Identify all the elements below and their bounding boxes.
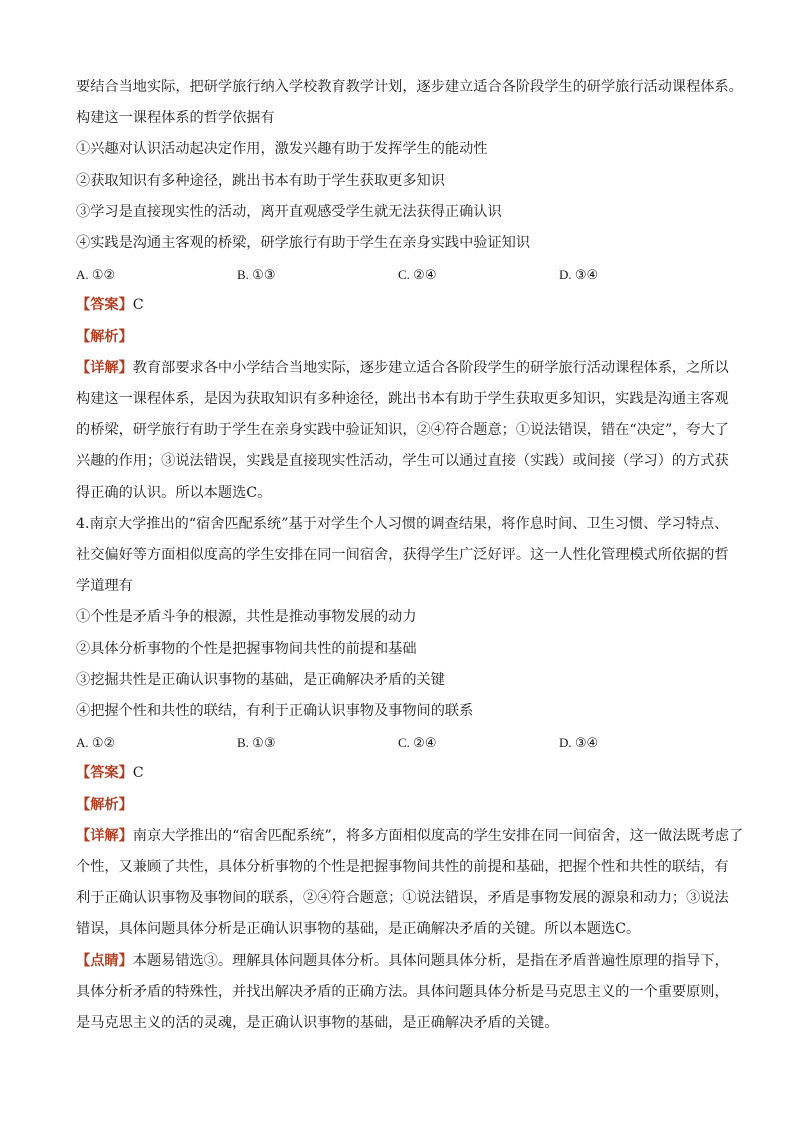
q3-detail-text-1: 教育部要求各中小学结合当地实际，逐步建立适合各阶段学生的研学旅行活动课程体系，之所以 [132,359,729,376]
q4-item-1: ①个性是矛盾斗争的根源，共性是推动事物发展的动力 [76,609,417,626]
q3-detail-line-4: 兴趣的作用；③说法错误，实践是直接现实性活动，学生可以通过直接（实践）或间接（学习）的方式获 [76,453,729,470]
q4-options [76,727,726,758]
q4-tip-line-1 [76,946,729,977]
q4-answer-value: C [132,765,144,782]
q4-detail-line-4: 错误，具体问题具体分析是正确认识事物的基础，是正确解决矛盾的关键。所以本题选C。 [76,921,641,938]
q4-analysis-tag: 【解析】 [76,796,133,813]
q3-item-2: ②获取知识有多种途径，跳出书本有助于学生获取更多知识 [76,172,445,189]
q4-detail-line-3: 利于正确认识事物及事物间的联系，②④符合题意；①说法错误，矛盾是事物发展的源泉和动力；③说法 [76,890,729,907]
q3-stem-line-1: 要结合当地实际，把研学旅行纳入学校教育教学计划，逐步建立适合各阶段学生的研学旅行活动课程体系。 [76,79,743,95]
q3-option-c: C. ②④ [398,267,437,283]
q3-option-a: A. ①② [76,267,116,283]
q4-tip-line-2: 具体分析矛盾的特殊性，并找出解决矛盾的正确方法。具体问题具体分析是马克思主义的一个重要原则， [76,983,729,1000]
q3-detail-line-3: 的桥梁，研学旅行有助于学生在亲身实践中验证知识，②④符合题意；①说法错误，错在“决定”，夸大了 [76,422,729,439]
q4-option-b: B. ①③ [237,735,276,751]
q3-detail-line-2: 构建这一课程体系，是因为获取知识有多种途径，跳出书本有助于学生获取更多知识，实践是沟通主客观 [76,391,729,408]
q4-item-4: ④把握个性和共性的联结，有利于正确认识事物及事物间的联系 [76,703,474,720]
q4-detail-tag: 【详解】 [76,827,133,844]
q4-option-d: D. ③④ [559,735,599,751]
q4-stem-line-1: 4.南京大学推出的“宿舍匹配系统”基于对学生个人习惯的调查结果，将作息时间、卫生习惯、学习特点、 [76,515,729,532]
q4-detail-line-2: 个性，又兼顾了共性，具体分析事物的个性是把握事物间共性的前提和基础，把握个性和共性的联结，有 [76,859,729,876]
q4-item-2: ②具体分析事物的个性是把握事物间共性的前提和基础 [76,640,417,657]
q4-item-3: ③挖掘共性是正确认识事物的基础，是正确解决矛盾的关键 [76,671,445,688]
q3-detail-line-1 [76,353,729,384]
q3-analysis [76,322,726,353]
q3-item-1: ①兴趣对认识活动起决定作用，激发兴趣有助于发挥学生的能动性 [76,141,488,158]
q4-tip-tag: 【点睛】 [76,952,133,969]
q3-detail-line-5: 得正确的认识。所以本题选C。 [76,484,272,501]
document-page [76,72,744,1039]
q4-option-c: C. ②④ [398,735,437,751]
q3-answer-tag: 【答案】 [76,297,133,314]
q3-answer-value: C [132,297,144,314]
q4-stem-line-2: 社交偏好等方面相似度高的学生安排在同一间宿舍，获得学生广泛好评。这一人性化管理模式所依据的哲 [76,547,729,564]
q3-detail-tag: 【详解】 [76,359,133,376]
q4-option-a: A. ①② [76,735,116,751]
q4-stem-line-3: 学道理有 [76,578,133,595]
q3-item-4: ④实践是沟通主客观的桥梁，研学旅行有助于学生在亲身实践中验证知识 [76,235,531,252]
q4-tip-text-1: 本题易错选③。理解具体问题具体分析。具体问题具体分析，是指在矛盾普遍性原理的指导下， [132,952,729,969]
q3-answer [76,290,726,321]
q4-analysis [76,790,726,821]
q4-answer [76,758,726,789]
q4-answer-tag: 【答案】 [76,765,133,782]
q4-tip-line-3: 是马克思主义的活的灵魂，是正确认识事物的基础，是正确解决矛盾的关键。 [76,1015,559,1032]
q3-analysis-tag: 【解析】 [76,328,133,345]
q3-options [76,259,726,290]
q3-item-3: ③学习是直接现实性的活动，离开直观感受学生就无法获得正确认识 [76,203,502,220]
q3-option-b: B. ①③ [237,267,276,283]
q4-detail-line-1 [76,821,744,852]
q3-stem-line-2: 构建这一课程体系的哲学依据有 [76,110,275,127]
q4-detail-text-1: 南京大学推出的“宿舍匹配系统”，将多方面相似度高的学生安排在同一间宿舍，这一做法既考虑了 [132,827,744,844]
q3-option-d: D. ③④ [559,267,599,283]
